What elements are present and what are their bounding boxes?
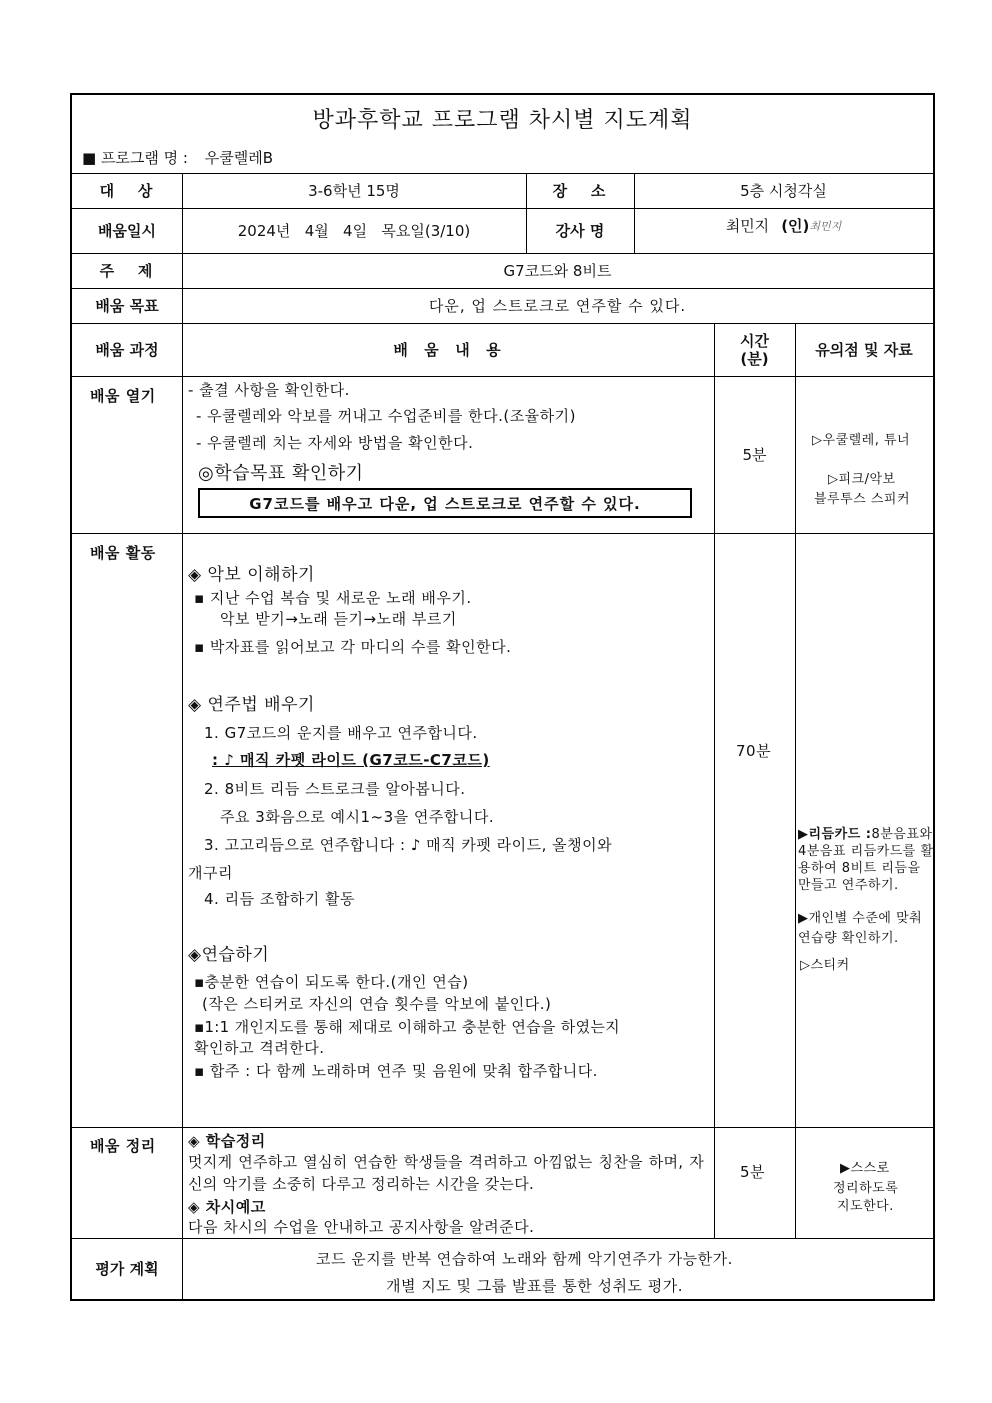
topic-value: G7코드와 8비트 (503, 262, 612, 280)
closing-note: ▶스스로 (840, 1161, 890, 1176)
section-heading: ◈연습하기 (188, 945, 270, 965)
activity-line: 주요 3화음으로 예시1~3을 연주합니다. (220, 808, 495, 826)
activity-label: 배움 활동 (90, 544, 156, 562)
place-label: 장 소 (552, 182, 608, 200)
activity-time: 70분 (736, 742, 772, 760)
program-name-row (82, 147, 273, 168)
closing-note: 지도한다. (837, 1199, 894, 1214)
activity-note-practice: ▶개인별 수준에 맞춰 연습량 확인하기. (798, 911, 923, 946)
opening-line: - 출결 사항을 확인한다. (188, 381, 350, 399)
closing-note: 정리하도록 (833, 1181, 899, 1196)
evaluation-line: 코드 운지를 반복 연습하여 노래와 함께 악기연주가 가능한가. (316, 1250, 733, 1268)
activity-line: 악보 받기→노래 듣기→노래 부르기 (220, 610, 457, 628)
activity-line: ▪1:1 개인지도를 통해 제대로 이해하고 충분한 연습을 하였는지 (194, 1018, 620, 1036)
evaluation-line: 개별 지도 및 그룹 발표를 통한 성취도 평가. (386, 1277, 683, 1295)
content-header: 배 움 내 용 (393, 341, 503, 359)
rhythm-card-text: 8분음표와 4분음표 리듬카드를 활용하여 8비트 리듬을 만들고 연주하기. (798, 827, 934, 893)
activity-line: 4. 리듬 조합하기 활동 (204, 890, 356, 908)
date-label: 배움일시 (98, 222, 156, 240)
target-value: 3-6학년 15명 (308, 182, 400, 200)
process-header: 배움 과정 (95, 341, 159, 359)
activity-line: ▪충분한 연습이 되도록 한다.(개인 연습) (194, 973, 469, 991)
activity-line: 확인하고 격려한다. (194, 1039, 325, 1057)
teacher-label: 강사 명 (555, 222, 605, 240)
teacher-seal: (인) (781, 217, 810, 235)
rhythm-card-label: ▶리듬카드 : (798, 827, 872, 842)
goal-value: 다운, 업 스트로크로 연주할 수 있다. (428, 297, 687, 315)
date-value: 2024년 4월 4일 목요일(3/10) (237, 222, 471, 240)
section-heading: ◈ 연주법 배우기 (188, 695, 315, 715)
activity-note-sticker: ▷스티커 (800, 958, 850, 973)
target-label: 대 상 (99, 182, 155, 200)
activity-line: 1. G7코드의 운지를 배우고 연주합니다. (204, 724, 478, 742)
opening-label: 배움 열기 (90, 387, 156, 405)
activity-line: ▪ 합주 : 다 함께 노래하며 연주 및 음원에 맞춰 합주합니다. (194, 1062, 598, 1080)
activity-line: 개구리 (188, 864, 233, 882)
activity-line: 2. 8비트 리듬 스트로크를 알아봅니다. (204, 780, 466, 798)
activity-line: (작은 스티커로 자신의 연습 횟수를 악보에 붙인다.) (202, 995, 552, 1013)
time-header: 시간 (분) (740, 331, 769, 368)
page-title: 방과후학교 프로그램 차시별 지도계획 (312, 108, 693, 133)
closing-text: 다음 차시의 수업을 안내하고 공지사항을 알려준다. (188, 1218, 535, 1236)
row-divider (72, 1238, 933, 1239)
activity-line: 3. 고고리듬으로 연주합니다 : ♪ 매직 카펫 라이드, 올챙이와 (204, 836, 613, 854)
activity-line: ▪ 지난 수업 복습 및 새로운 노래 배우기. (194, 589, 472, 607)
goal-heading: ◎학습목표 확인하기 (198, 463, 364, 484)
opening-note: 블루투스 스피커 (814, 492, 911, 507)
goal-box: G7코드를 배우고 다운, 업 스트로크로 연주할 수 있다. (198, 488, 692, 518)
opening-line: - 우쿨렐레와 악보를 꺼내고 수업준비를 한다.(조율하기) (196, 407, 577, 425)
opening-time: 5분 (742, 446, 767, 464)
closing-label: 배움 정리 (90, 1137, 156, 1155)
opening-note: ▷피크/악보 (828, 472, 896, 487)
section-heading: ◈ 악보 이해하기 (188, 565, 315, 585)
row-divider (72, 376, 933, 377)
topic-label: 주 제 (99, 262, 155, 280)
row-divider (72, 1127, 933, 1128)
place-value: 5층 시청각실 (740, 182, 827, 200)
teacher-cell (634, 208, 933, 243)
closing-text: 멋지게 연주하고 열심히 연습한 학생들을 격려하고 아낌없는 칭찬을 하며, 자신의 악기를 소중히 다루고 정리하는 시간을 갖는다. (188, 1153, 704, 1193)
closing-heading: ◈ 학습정리 (188, 1132, 266, 1150)
notes-header: 유의점 및 자료 (815, 341, 913, 359)
row-divider (72, 533, 933, 534)
program-label: ■ 프로그램 명 : (82, 149, 188, 167)
closing-heading: ◈ 차시예고 (188, 1198, 266, 1216)
opening-line: - 우쿨렐레 치는 자세와 방법을 확인한다. (196, 434, 474, 452)
activity-note-rhythm-card (798, 826, 934, 894)
goal-label: 배움 목표 (95, 297, 159, 315)
evaluation-label: 평가 계획 (95, 1260, 159, 1278)
teacher-name: 최민지 (725, 217, 770, 235)
activity-song-link: : ♪ 매직 카펫 라이드 (G7코드-C7코드) (212, 751, 490, 769)
col-divider (795, 323, 796, 1238)
closing-time: 5분 (740, 1163, 766, 1181)
opening-note: ▷우쿨렐레, 튜너 (812, 433, 911, 448)
program-name: 우쿨렐레B (204, 149, 274, 167)
activity-line: ▪ 박자표를 읽어보고 각 마디의 수를 확인한다. (194, 638, 512, 656)
teacher-signature: 최민지 (809, 219, 842, 233)
lesson-plan-table (70, 93, 935, 1301)
